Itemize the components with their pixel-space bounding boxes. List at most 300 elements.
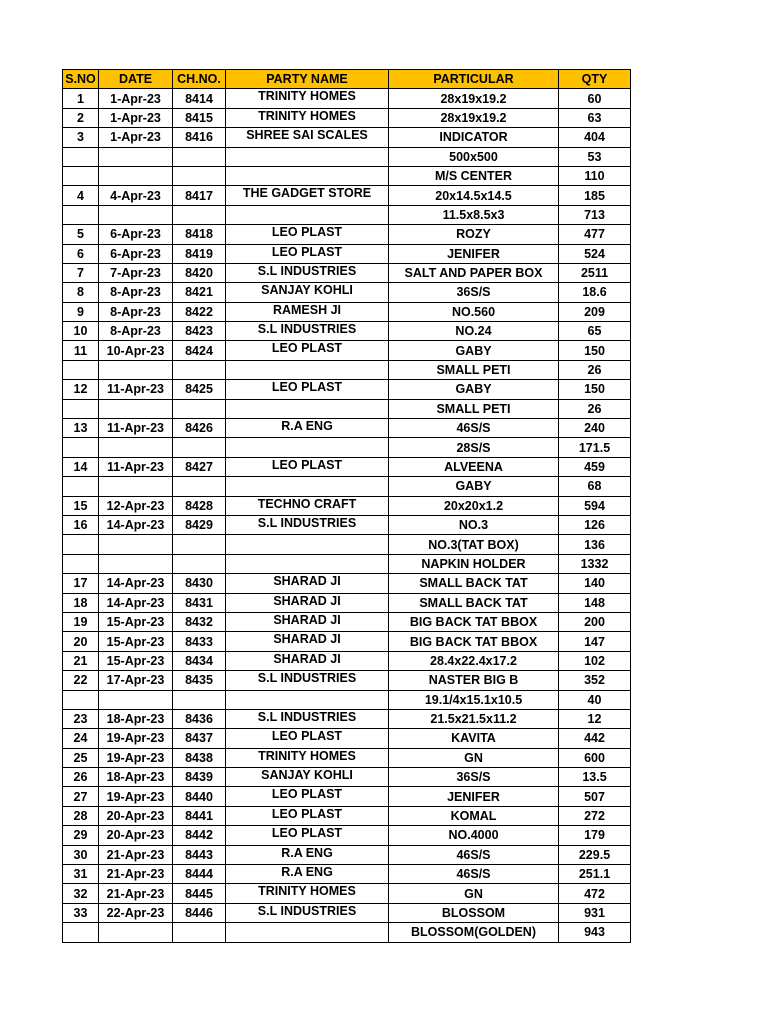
cell-party-name: S.L INDUSTRIES [226, 263, 389, 282]
cell-particular: 11.5x8.5x3 [389, 205, 559, 224]
cell-particular: INDICATOR [389, 128, 559, 147]
cell-qty: 150 [559, 380, 631, 399]
cell-qty: 147 [559, 632, 631, 651]
cell-qty: 240 [559, 419, 631, 438]
cell-particular: 20x20x1.2 [389, 496, 559, 515]
cell-qty: 185 [559, 186, 631, 205]
cell-date: 21-Apr-23 [99, 845, 173, 864]
cell-particular: KAVITA [389, 729, 559, 748]
cell-particular: 46S/S [389, 845, 559, 864]
cell-party-name: R.A ENG [226, 865, 389, 884]
cell-chno: 8442 [173, 826, 226, 845]
cell-qty: 13.5 [559, 768, 631, 787]
cell-party-name: R.A ENG [226, 845, 389, 864]
cell-qty: 459 [559, 457, 631, 476]
cell-sno [63, 477, 99, 496]
cell-party-name [226, 923, 389, 942]
table-row [63, 690, 631, 709]
cell-particular: 36S/S [389, 768, 559, 787]
cell-chno: 8416 [173, 128, 226, 147]
cell-chno: 8429 [173, 515, 226, 534]
cell-date: 18-Apr-23 [99, 709, 173, 728]
cell-date: 20-Apr-23 [99, 806, 173, 825]
cell-date [99, 535, 173, 554]
cell-qty: 1332 [559, 554, 631, 573]
cell-particular: 46S/S [389, 419, 559, 438]
cell-particular: 46S/S [389, 865, 559, 884]
cell-party-name: TRINITY HOMES [226, 884, 389, 903]
table-row [63, 322, 631, 341]
cell-qty: 442 [559, 729, 631, 748]
cell-party-name: LEO PLAST [226, 380, 389, 399]
cell-party-name: S.L INDUSTRIES [226, 709, 389, 728]
cell-chno: 8444 [173, 865, 226, 884]
cell-party-name [226, 360, 389, 379]
cell-qty: 272 [559, 806, 631, 825]
cell-sno: 1 [63, 89, 99, 108]
cell-particular: NO.24 [389, 322, 559, 341]
cell-date: 19-Apr-23 [99, 729, 173, 748]
cell-chno: 8423 [173, 322, 226, 341]
cell-sno [63, 166, 99, 185]
table-row [63, 709, 631, 728]
cell-particular: 36S/S [389, 283, 559, 302]
cell-date: 6-Apr-23 [99, 225, 173, 244]
cell-party-name: LEO PLAST [226, 729, 389, 748]
cell-chno: 8417 [173, 186, 226, 205]
cell-particular: BLOSSOM(GOLDEN) [389, 923, 559, 942]
cell-qty: 136 [559, 535, 631, 554]
table-row [63, 477, 631, 496]
cell-qty: 179 [559, 826, 631, 845]
cell-sno: 7 [63, 263, 99, 282]
cell-qty: 594 [559, 496, 631, 515]
cell-date: 4-Apr-23 [99, 186, 173, 205]
cell-qty: 600 [559, 748, 631, 767]
cell-date [99, 690, 173, 709]
table-row [63, 826, 631, 845]
cell-date: 15-Apr-23 [99, 612, 173, 631]
cell-chno: 8432 [173, 612, 226, 631]
cell-sno [63, 205, 99, 224]
cell-sno: 2 [63, 108, 99, 127]
table-row [63, 419, 631, 438]
table-row [63, 729, 631, 748]
cell-qty: 713 [559, 205, 631, 224]
cell-sno: 16 [63, 515, 99, 534]
cell-party-name: LEO PLAST [226, 225, 389, 244]
header-particular: PARTICULAR [389, 70, 559, 89]
cell-qty: 209 [559, 302, 631, 321]
cell-particular: 28x19x19.2 [389, 108, 559, 127]
cell-particular: M/S CENTER [389, 166, 559, 185]
cell-particular: GABY [389, 380, 559, 399]
cell-chno [173, 554, 226, 573]
cell-date: 20-Apr-23 [99, 826, 173, 845]
cell-qty: 148 [559, 593, 631, 612]
table-row [63, 186, 631, 205]
cell-party-name [226, 554, 389, 573]
cell-chno: 8431 [173, 593, 226, 612]
cell-sno: 32 [63, 884, 99, 903]
cell-particular: SMALL PETI [389, 360, 559, 379]
cell-party-name: LEO PLAST [226, 457, 389, 476]
cell-qty: 524 [559, 244, 631, 263]
cell-particular: NO.3 [389, 515, 559, 534]
cell-qty: 472 [559, 884, 631, 903]
cell-date: 12-Apr-23 [99, 496, 173, 515]
cell-qty: 53 [559, 147, 631, 166]
cell-particular: NAPKIN HOLDER [389, 554, 559, 573]
cell-chno: 8427 [173, 457, 226, 476]
cell-date [99, 399, 173, 418]
cell-particular: NO.560 [389, 302, 559, 321]
cell-chno [173, 923, 226, 942]
cell-party-name: LEO PLAST [226, 244, 389, 263]
cell-chno: 8441 [173, 806, 226, 825]
table-row [63, 845, 631, 864]
table-row [63, 806, 631, 825]
table-row [63, 787, 631, 806]
cell-party-name: TECHNO CRAFT [226, 496, 389, 515]
cell-particular: SMALL PETI [389, 399, 559, 418]
table-row [63, 535, 631, 554]
cell-particular: SMALL BACK TAT [389, 593, 559, 612]
cell-chno: 8428 [173, 496, 226, 515]
cell-qty: 68 [559, 477, 631, 496]
table-row [63, 147, 631, 166]
cell-party-name [226, 399, 389, 418]
cell-chno: 8415 [173, 108, 226, 127]
cell-qty: 2511 [559, 263, 631, 282]
table-row [63, 865, 631, 884]
cell-party-name: SHARAD JI [226, 632, 389, 651]
cell-particular: BIG BACK TAT BBOX [389, 632, 559, 651]
cell-date: 22-Apr-23 [99, 903, 173, 922]
cell-sno: 33 [63, 903, 99, 922]
cell-sno: 21 [63, 651, 99, 670]
cell-chno: 8425 [173, 380, 226, 399]
cell-qty: 18.6 [559, 283, 631, 302]
cell-party-name [226, 166, 389, 185]
cell-date: 18-Apr-23 [99, 768, 173, 787]
cell-particular: NASTER BIG B [389, 671, 559, 690]
cell-particular: 20x14.5x14.5 [389, 186, 559, 205]
header-row [63, 70, 631, 89]
cell-sno: 31 [63, 865, 99, 884]
table-row [63, 574, 631, 593]
header-qty: QTY [559, 70, 631, 89]
table-row [63, 302, 631, 321]
cell-party-name: TRINITY HOMES [226, 748, 389, 767]
cell-sno: 19 [63, 612, 99, 631]
cell-particular: ROZY [389, 225, 559, 244]
table-row [63, 632, 631, 651]
cell-particular: GABY [389, 477, 559, 496]
cell-qty: 110 [559, 166, 631, 185]
cell-sno: 12 [63, 380, 99, 399]
cell-party-name: LEO PLAST [226, 341, 389, 360]
cell-date: 19-Apr-23 [99, 787, 173, 806]
cell-particular: 21.5x21.5x11.2 [389, 709, 559, 728]
cell-qty: 507 [559, 787, 631, 806]
cell-particular: 28S/S [389, 438, 559, 457]
cell-chno: 8420 [173, 263, 226, 282]
cell-chno: 8435 [173, 671, 226, 690]
cell-party-name: THE GADGET STORE [226, 186, 389, 205]
cell-chno: 8446 [173, 903, 226, 922]
cell-chno [173, 535, 226, 554]
header-chno: CH.NO. [173, 70, 226, 89]
cell-sno [63, 147, 99, 166]
cell-qty: 251.1 [559, 865, 631, 884]
table-row [63, 205, 631, 224]
cell-sno [63, 554, 99, 573]
cell-chno: 8424 [173, 341, 226, 360]
table-row [63, 903, 631, 922]
table-body [63, 89, 631, 942]
table-row [63, 496, 631, 515]
cell-qty: 102 [559, 651, 631, 670]
cell-date: 14-Apr-23 [99, 593, 173, 612]
cell-sno: 30 [63, 845, 99, 864]
cell-particular: JENIFER [389, 244, 559, 263]
cell-sno: 18 [63, 593, 99, 612]
table-row [63, 399, 631, 418]
cell-particular: NO.4000 [389, 826, 559, 845]
cell-chno: 8414 [173, 89, 226, 108]
table-row [63, 923, 631, 942]
cell-party-name: R.A ENG [226, 419, 389, 438]
table-row [63, 651, 631, 670]
cell-date: 8-Apr-23 [99, 302, 173, 321]
cell-particular: GN [389, 884, 559, 903]
cell-qty: 65 [559, 322, 631, 341]
cell-party-name: S.L INDUSTRIES [226, 515, 389, 534]
cell-party-name [226, 535, 389, 554]
cell-chno [173, 690, 226, 709]
cell-qty: 140 [559, 574, 631, 593]
cell-date: 8-Apr-23 [99, 322, 173, 341]
ledger-table [62, 69, 631, 943]
table-row [63, 166, 631, 185]
cell-chno: 8426 [173, 419, 226, 438]
cell-qty: 26 [559, 399, 631, 418]
cell-sno: 22 [63, 671, 99, 690]
cell-date [99, 147, 173, 166]
table-row [63, 360, 631, 379]
cell-party-name [226, 147, 389, 166]
cell-date [99, 554, 173, 573]
cell-sno: 17 [63, 574, 99, 593]
cell-party-name: SHREE SAI SCALES [226, 128, 389, 147]
cell-qty: 352 [559, 671, 631, 690]
table-row [63, 748, 631, 767]
cell-qty: 12 [559, 709, 631, 728]
cell-chno: 8443 [173, 845, 226, 864]
cell-sno: 20 [63, 632, 99, 651]
cell-party-name [226, 477, 389, 496]
cell-date: 1-Apr-23 [99, 108, 173, 127]
cell-chno: 8422 [173, 302, 226, 321]
cell-chno [173, 477, 226, 496]
cell-chno: 8418 [173, 225, 226, 244]
cell-party-name: LEO PLAST [226, 806, 389, 825]
cell-date: 14-Apr-23 [99, 515, 173, 534]
cell-date: 14-Apr-23 [99, 574, 173, 593]
cell-qty: 126 [559, 515, 631, 534]
table-header [63, 70, 631, 89]
cell-chno: 8439 [173, 768, 226, 787]
cell-particular: BIG BACK TAT BBOX [389, 612, 559, 631]
cell-party-name: SANJAY KOHLI [226, 768, 389, 787]
cell-chno [173, 205, 226, 224]
cell-particular: BLOSSOM [389, 903, 559, 922]
table-row [63, 768, 631, 787]
table-row [63, 341, 631, 360]
cell-date: 15-Apr-23 [99, 651, 173, 670]
table-row [63, 457, 631, 476]
table-row [63, 128, 631, 147]
table-row [63, 89, 631, 108]
table-row [63, 263, 631, 282]
cell-chno: 8430 [173, 574, 226, 593]
table-row [63, 225, 631, 244]
cell-sno: 23 [63, 709, 99, 728]
cell-qty: 26 [559, 360, 631, 379]
cell-particular: GABY [389, 341, 559, 360]
cell-sno: 13 [63, 419, 99, 438]
cell-party-name: SHARAD JI [226, 651, 389, 670]
cell-particular: 500x500 [389, 147, 559, 166]
cell-party-name: S.L INDUSTRIES [226, 322, 389, 341]
cell-chno: 8419 [173, 244, 226, 263]
cell-sno [63, 923, 99, 942]
cell-sno: 28 [63, 806, 99, 825]
cell-sno: 27 [63, 787, 99, 806]
cell-date [99, 477, 173, 496]
cell-chno: 8440 [173, 787, 226, 806]
cell-chno: 8434 [173, 651, 226, 670]
cell-party-name: LEO PLAST [226, 826, 389, 845]
cell-sno [63, 690, 99, 709]
cell-sno: 11 [63, 341, 99, 360]
cell-sno: 29 [63, 826, 99, 845]
cell-party-name: SHARAD JI [226, 574, 389, 593]
cell-particular: 28x19x19.2 [389, 89, 559, 108]
header-sno: S.NO [63, 70, 99, 89]
cell-party-name [226, 438, 389, 457]
table-row [63, 283, 631, 302]
cell-party-name: S.L INDUSTRIES [226, 903, 389, 922]
cell-chno [173, 147, 226, 166]
cell-sno: 24 [63, 729, 99, 748]
cell-party-name: TRINITY HOMES [226, 89, 389, 108]
cell-particular: ALVEENA [389, 457, 559, 476]
cell-qty: 60 [559, 89, 631, 108]
cell-chno [173, 360, 226, 379]
cell-date: 15-Apr-23 [99, 632, 173, 651]
cell-party-name [226, 205, 389, 224]
cell-particular: 28.4x22.4x17.2 [389, 651, 559, 670]
cell-date: 11-Apr-23 [99, 457, 173, 476]
cell-sno: 6 [63, 244, 99, 263]
cell-sno [63, 360, 99, 379]
cell-sno: 25 [63, 748, 99, 767]
cell-chno [173, 166, 226, 185]
cell-sno: 9 [63, 302, 99, 321]
cell-sno: 3 [63, 128, 99, 147]
table-row [63, 554, 631, 573]
table-row [63, 380, 631, 399]
cell-date [99, 205, 173, 224]
cell-qty: 150 [559, 341, 631, 360]
cell-particular: KOMAL [389, 806, 559, 825]
cell-chno [173, 438, 226, 457]
cell-date: 8-Apr-23 [99, 283, 173, 302]
cell-qty: 404 [559, 128, 631, 147]
cell-date: 1-Apr-23 [99, 128, 173, 147]
cell-qty: 171.5 [559, 438, 631, 457]
cell-date [99, 923, 173, 942]
table-row [63, 438, 631, 457]
cell-particular: GN [389, 748, 559, 767]
cell-party-name: SHARAD JI [226, 593, 389, 612]
cell-qty: 477 [559, 225, 631, 244]
cell-qty: 63 [559, 108, 631, 127]
cell-chno: 8436 [173, 709, 226, 728]
cell-date [99, 438, 173, 457]
cell-party-name: TRINITY HOMES [226, 108, 389, 127]
cell-date: 17-Apr-23 [99, 671, 173, 690]
cell-sno: 15 [63, 496, 99, 515]
cell-chno: 8445 [173, 884, 226, 903]
cell-date: 21-Apr-23 [99, 884, 173, 903]
cell-date: 19-Apr-23 [99, 748, 173, 767]
cell-sno: 5 [63, 225, 99, 244]
cell-party-name [226, 690, 389, 709]
cell-party-name: SHARAD JI [226, 612, 389, 631]
cell-particular: JENIFER [389, 787, 559, 806]
table-row [63, 671, 631, 690]
cell-qty: 229.5 [559, 845, 631, 864]
cell-qty: 943 [559, 923, 631, 942]
table-row [63, 515, 631, 534]
cell-sno [63, 438, 99, 457]
cell-sno: 8 [63, 283, 99, 302]
cell-chno [173, 399, 226, 418]
cell-sno [63, 399, 99, 418]
cell-particular: 19.1/4x15.1x10.5 [389, 690, 559, 709]
cell-qty: 931 [559, 903, 631, 922]
cell-chno: 8438 [173, 748, 226, 767]
cell-date [99, 166, 173, 185]
cell-date: 11-Apr-23 [99, 380, 173, 399]
cell-sno: 4 [63, 186, 99, 205]
cell-sno: 10 [63, 322, 99, 341]
cell-date: 7-Apr-23 [99, 263, 173, 282]
cell-qty: 200 [559, 612, 631, 631]
cell-particular: SALT AND PAPER BOX [389, 263, 559, 282]
cell-party-name: RAMESH JI [226, 302, 389, 321]
cell-date: 6-Apr-23 [99, 244, 173, 263]
table-row [63, 612, 631, 631]
table-row [63, 593, 631, 612]
table-row [63, 884, 631, 903]
cell-party-name: LEO PLAST [226, 787, 389, 806]
cell-particular: NO.3(TAT BOX) [389, 535, 559, 554]
cell-sno: 14 [63, 457, 99, 476]
